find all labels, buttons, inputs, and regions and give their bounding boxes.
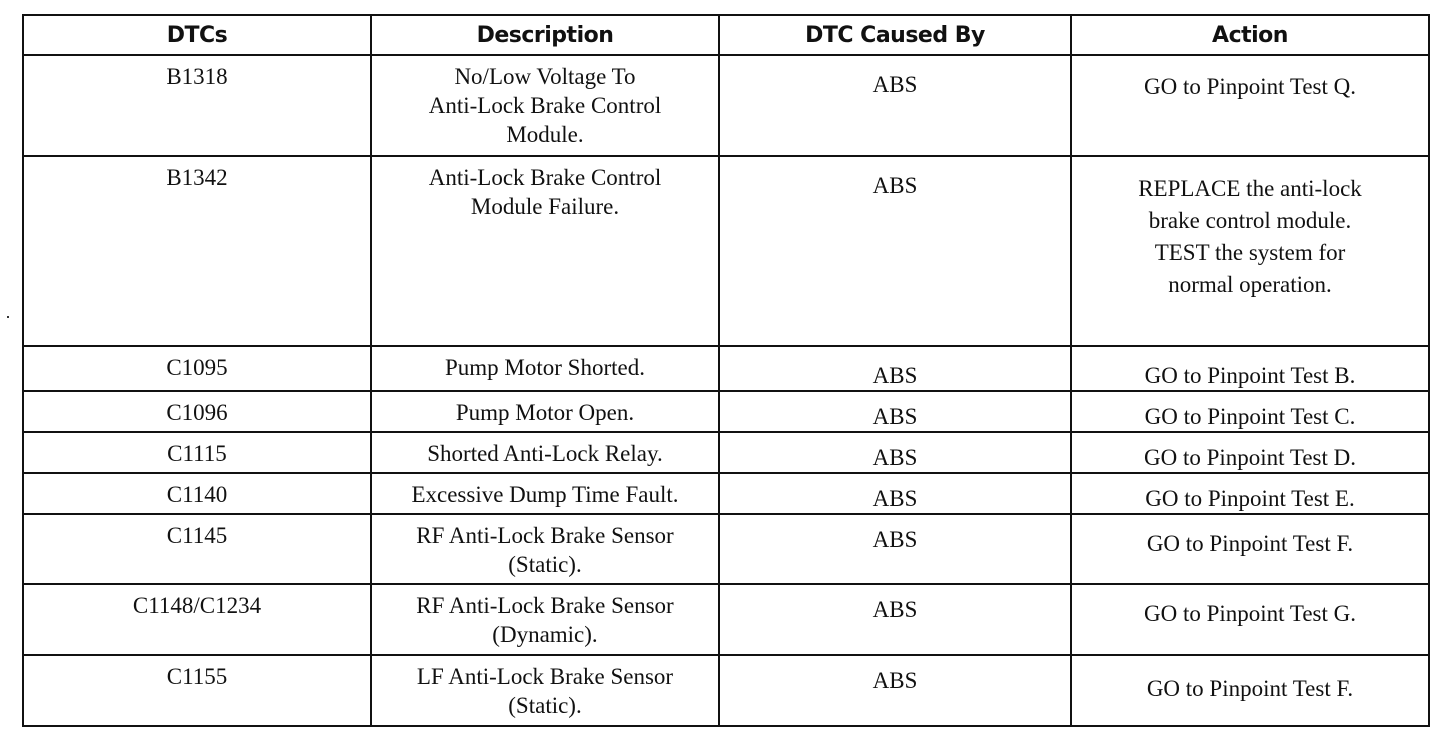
caused-by-cell (719, 584, 1071, 655)
description-text: RF Anti-Lock Brake Sensor (Static). (416, 523, 674, 577)
table-row (23, 514, 1429, 584)
description-text: Pump Motor Open. (455, 400, 635, 425)
description-cell (371, 514, 719, 584)
caused-by-cell (719, 55, 1071, 156)
caused-by-text: ABS (872, 668, 918, 693)
description-cell (371, 346, 719, 391)
action-cell (1071, 432, 1429, 473)
header-description: Description (371, 15, 719, 55)
table-row (23, 55, 1429, 156)
dtc-code: C1096 (166, 400, 228, 425)
dtc-code: C1155 (166, 664, 228, 689)
description-text: LF Anti-Lock Brake Sensor (Static). (416, 664, 674, 718)
dtc-code-cell (23, 346, 371, 391)
action-text: GO to Pinpoint Test B. (1144, 363, 1356, 388)
table-row (23, 391, 1429, 432)
table-row (23, 655, 1429, 726)
action-cell (1071, 156, 1429, 346)
description-text: Anti-Lock Brake Control Module Failure. (428, 165, 662, 219)
action-cell (1071, 55, 1429, 156)
action-cell (1071, 473, 1429, 514)
description-cell (371, 655, 719, 726)
table-header-row (23, 15, 1429, 55)
action-text: GO to Pinpoint Test F. (1146, 531, 1354, 556)
description-cell (371, 432, 719, 473)
caused-by-cell (719, 432, 1071, 473)
caused-by-text: ABS (872, 597, 918, 622)
table-row (23, 432, 1429, 473)
caused-by-cell (719, 655, 1071, 726)
action-cell (1071, 391, 1429, 432)
caused-by-cell (719, 514, 1071, 584)
dtc-code-cell (23, 55, 371, 156)
caused-by-text: ABS (872, 445, 918, 470)
description-text: RF Anti-Lock Brake Sensor (Dynamic). (416, 593, 674, 647)
dtc-code-cell (23, 432, 371, 473)
caused-by-cell (719, 391, 1071, 432)
caused-by-text: ABS (872, 173, 918, 198)
caused-by-text: ABS (872, 363, 918, 388)
table-row (23, 584, 1429, 655)
dtc-code-cell (23, 514, 371, 584)
dtc-code-cell (23, 391, 371, 432)
dtc-code-cell (23, 584, 371, 655)
dtc-code: B1318 (166, 64, 228, 89)
action-text: GO to Pinpoint Test C. (1144, 404, 1356, 429)
description-text: Excessive Dump Time Fault. (411, 482, 679, 507)
action-text: GO to Pinpoint Test F. (1146, 676, 1354, 701)
table-row (23, 156, 1429, 346)
caused-by-cell (719, 346, 1071, 391)
action-cell (1071, 346, 1429, 391)
action-text: GO to Pinpoint Test Q. (1143, 74, 1356, 99)
description-cell (371, 55, 719, 156)
description-cell (371, 391, 719, 432)
scan-speck (7, 316, 9, 318)
caused-by-text: ABS (872, 404, 918, 429)
description-cell (371, 473, 719, 514)
dtc-code: C1140 (166, 482, 228, 507)
action-text: GO to Pinpoint Test G. (1143, 601, 1356, 626)
action-text: GO to Pinpoint Test D. (1143, 445, 1356, 470)
caused-by-text: ABS (872, 72, 918, 97)
dtc-code-cell (23, 473, 371, 514)
caused-by-text: ABS (872, 486, 918, 511)
caused-by-cell (719, 473, 1071, 514)
dtc-code: C1115 (167, 441, 227, 466)
caused-by-cell (719, 156, 1071, 346)
dtc-table (22, 14, 1430, 727)
action-text: REPLACE the anti-lock brake control module. TEST the system for normal operation. (1138, 176, 1362, 297)
action-cell (1071, 514, 1429, 584)
action-text: GO to Pinpoint Test E. (1145, 486, 1355, 511)
action-cell (1071, 584, 1429, 655)
description-text: Shorted Anti-Lock Relay. (427, 441, 663, 466)
description-cell (371, 156, 719, 346)
action-cell (1071, 655, 1429, 726)
table-row (23, 346, 1429, 391)
dtc-code-cell (23, 655, 371, 726)
description-text: Pump Motor Shorted. (445, 355, 645, 380)
caused-by-text: ABS (872, 527, 918, 552)
header-dtc-caused-by: DTC Caused By (719, 15, 1071, 55)
dtc-code: C1095 (166, 355, 228, 380)
description-cell (371, 584, 719, 655)
dtc-code: C1145 (166, 523, 228, 548)
dtc-code: C1148/C1234 (132, 593, 262, 618)
header-action: Action (1071, 15, 1429, 55)
table-row (23, 473, 1429, 514)
header-dtcs: DTCs (23, 15, 371, 55)
dtc-code-cell (23, 156, 371, 346)
dtc-code: B1342 (166, 165, 228, 190)
description-text: No/Low Voltage To Anti-Lock Brake Control Module. (428, 64, 662, 147)
